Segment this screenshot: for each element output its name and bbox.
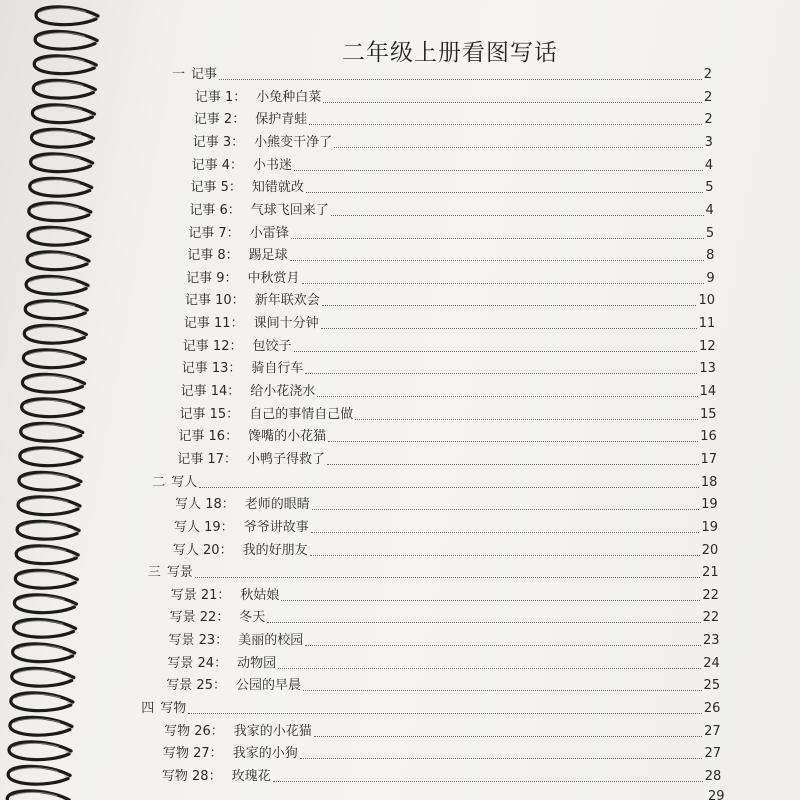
dot-leader [300,757,703,759]
page-number: 23 [702,633,720,649]
page-number: 8 [706,248,715,264]
section-number: 三 [147,565,161,581]
toc-entry [181,383,717,401]
page-number: 28 [704,769,722,784]
page-number: 15 [699,406,717,422]
dot-leader [306,191,703,193]
entry-title: 给小花浇水 [250,384,316,400]
entry-title: 课间十分钟 [253,316,319,332]
page-number: 22 [702,610,720,626]
dot-leader [323,101,702,103]
toc-entry [186,270,715,288]
entry-label: 记事 9： [186,270,238,286]
dot-leader [327,463,699,465]
toc-entry [177,451,717,469]
toc-entry [195,89,712,107]
toc-entry [187,247,714,265]
dot-leader [305,644,701,646]
toc-entry [192,157,714,175]
dot-leader [310,554,700,556]
page-title: 二年级上册看图写话 [342,40,558,66]
toc-entry [183,338,716,356]
page-number: 18 [700,474,718,490]
toc-entry [185,292,715,310]
entry-label: 写物 28： [161,769,222,784]
page-number: 20 [701,542,719,558]
dot-leader [331,214,704,216]
entry-title: 馋嘴的小花猫 [248,429,327,445]
section-number: 一 [172,67,186,82]
dot-leader [312,508,699,510]
dot-leader [302,282,705,284]
entry-title: 踢足球 [248,248,288,264]
dot-leader [322,304,697,306]
entry-title: 小兔种白菜 [256,89,322,105]
dot-leader [334,146,702,148]
page-number: 11 [698,316,716,332]
page-number-cutoff: 29 [708,789,725,800]
entry-title: 知错就改 [251,180,304,196]
entry-title: 中秋赏月 [247,270,300,286]
dot-leader [290,259,704,261]
entry-label: 写景 23： [168,633,229,649]
entry-title: 爷爷讲故事 [243,519,309,535]
dot-leader [294,169,703,171]
entry-label: 写景 24： [167,655,228,671]
dot-leader [328,440,698,442]
page-number: 22 [702,587,719,603]
entry-title: 小熊变干净了 [254,134,333,150]
toc-entry [184,315,715,333]
toc-entry [191,179,714,197]
dot-leader [278,667,701,669]
section-number: 四 [141,701,155,717]
entry-label: 记事 2： [193,112,246,128]
page-number: 19 [701,497,718,513]
toc-entry [162,768,721,786]
page-number: 17 [700,451,718,467]
entry-label: 写物 27： [163,746,223,762]
toc-entry [170,609,720,627]
dot-leader [303,689,702,691]
toc-section [148,564,719,582]
dot-leader [267,621,700,623]
page-number: 13 [699,361,716,377]
entry-title: 气球飞回来了 [250,202,329,218]
section-title: 写景 [166,565,193,581]
entry-label: 写景 21： [170,587,231,603]
entry-label: 记事 15： [179,406,240,422]
toc-entry [193,134,713,152]
page-number: 21 [702,565,719,581]
page-number: 26 [703,701,721,717]
entry-label: 写人 18： [175,497,235,513]
entry-title: 我的好朋友 [242,542,308,558]
toc-entry [189,202,713,220]
entry-label: 写人 19： [174,519,234,535]
toc-section [141,700,720,718]
toc-entry [163,745,721,763]
toc-section [152,474,717,492]
dot-leader [294,350,698,352]
entry-title: 小鸭子得救了 [246,451,325,467]
entry-title: 骑自行车 [251,361,304,377]
entry-label: 记事 4： [191,157,243,173]
page-number: 14 [699,384,717,400]
toc-entry [167,655,719,673]
toc-entry [169,632,720,650]
toc-entry [188,225,714,243]
section-title: 记事 [191,67,218,82]
entry-label: 记事 14： [180,384,241,400]
entry-label: 记事 17： [177,451,237,467]
entry-label: 写物 26： [164,723,224,739]
page-number: 25 [703,678,721,694]
dot-leader [317,395,697,397]
toc-entry [166,677,720,695]
entry-label: 写人 20： [172,542,233,558]
entry-title: 冬天 [239,610,266,626]
entry-label: 写景 25： [166,678,226,694]
dot-leader [188,712,702,714]
page-number: 12 [699,338,716,354]
page-number: 16 [700,429,717,445]
dot-leader [309,123,702,125]
entry-title: 包饺子 [252,338,292,354]
section-number: 二 [152,474,166,490]
toc-entry [180,406,717,424]
entry-title: 老师的眼睛 [244,497,310,513]
page-number: 19 [701,519,718,535]
section-title: 写人 [171,474,198,490]
entry-label: 记事 1： [194,89,247,105]
entry-label: 记事 12： [182,338,243,354]
entry-title: 秋姑娘 [240,587,280,603]
entry-title: 保护青蛙 [255,112,308,128]
toc-entry [171,587,719,605]
entry-label: 记事 13： [181,361,242,377]
toc-entry [182,360,716,378]
dot-leader [195,576,700,578]
toc-entry [178,428,716,446]
page-number: 24 [703,655,720,671]
page-number: 2 [703,67,712,82]
dot-leader [291,237,704,239]
entry-label: 记事 16： [178,429,239,445]
dot-leader [281,599,700,601]
page-number: 4 [704,157,714,173]
dot-leader [199,486,699,488]
toc-entry [173,542,718,560]
page-number: 3 [704,134,713,150]
dot-leader [219,78,702,80]
toc-entry [194,111,713,129]
entry-label: 记事 8： [187,248,239,264]
entry-title: 动物园 [237,655,277,671]
entry-title: 小书迷 [253,157,293,173]
entry-title: 我家的小花猫 [233,723,312,739]
entry-label: 记事 3： [192,134,245,150]
page-number: 4 [705,202,714,218]
page-number: 5 [705,180,714,196]
page-number: 27 [704,723,721,739]
page-number: 5 [705,225,715,241]
entry-label: 记事 11： [183,316,244,332]
entry-label: 记事 6： [189,202,241,218]
entry-title: 新年联欢会 [254,293,320,309]
section-title: 写物 [160,701,187,717]
toc-entry [174,519,718,537]
dot-leader [305,372,697,374]
entry-label: 记事 7： [188,225,240,241]
entry-title: 美丽的校园 [238,633,304,649]
dot-leader [311,531,700,533]
dot-leader [314,735,702,737]
entry-title: 我家的小狗 [232,746,298,762]
entry-title: 自己的事情自己做 [249,406,354,422]
entry-title: 公园的早晨 [235,678,301,694]
entry-label: 记事 5： [190,180,242,196]
entry-title: 小雷锋 [249,225,289,241]
page-number: 9 [706,270,715,286]
dot-leader [321,327,697,329]
toc-entry [164,723,721,741]
page-number: 10 [698,293,715,309]
toc-section [172,66,712,84]
dot-leader [355,418,698,420]
dot-leader [273,780,703,782]
page-number: 2 [704,89,713,105]
page-number: 2 [704,112,713,128]
entry-label: 写景 22： [169,610,230,626]
page-number: 27 [704,746,721,762]
toc-entry [175,496,718,514]
entry-label: 记事 10： [185,293,245,309]
entry-title: 玫瑰花 [231,769,271,784]
